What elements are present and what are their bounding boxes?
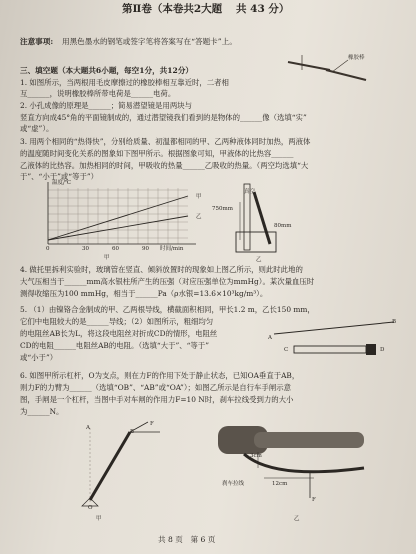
q3-line1: 3. 用两个相同的“热得快”，分别给质量、初温都相同的甲、乙两种液体同时加热，两液体 [20,137,311,146]
q3-line4: 于”、“小于”或“等于”） [20,172,99,181]
tube-vacuum-label: 真空 [244,189,256,195]
lever-label-b: B [130,429,135,435]
q3-line3: 乙液体的比热容。加热相同的时间，甲吸收的热量______乙吸收的热量。（两空均选填“大 [20,161,309,170]
q5-line4: CD的电阻______电阻丝AB的电阻。（选填“大于”、“等于” [20,341,209,350]
graph-series-jia: 甲 [196,194,202,200]
graph-tick-30: 30 [82,246,89,252]
q4-line2: 大气压相当于______mm高水银柱所产生的压强（对应压强单位为mmHg）。某次量血压时 [20,277,315,286]
graph-caption: 甲 [104,255,110,261]
brake-3cm-label: 3cm [250,453,262,459]
graph-series-yi: 乙 [196,214,202,220]
bike-brake-figure [214,418,374,508]
section-title: 第Ⅱ卷（本卷共2大题 [122,3,223,15]
brake-12cm-label: 12cm [272,481,288,487]
wire-b-label: B [392,319,397,325]
temperature-graph [38,180,208,254]
q6-line3: 图，手闸是一个杠杆，当图中手对车闸的作用力F=10 N时，刹车拉线受到力的大小 [20,395,294,404]
notice-text: 用黑色墨水的钢笔或签字笔将答案写在“答题卡”上。 [62,37,237,46]
graph-tick-90: 90 [142,246,149,252]
q2-line1: 2. 小孔成像的原理是______；简易潜望镜是用两块与 [20,101,192,110]
lever-label-f: F [150,421,154,427]
q6-line1: 6. 如图甲所示杠杆，O为支点，则在力F的作用下处于静止状态，已知OA垂直于AB， [20,371,300,380]
q1-line1: 1. 如图所示，当两根用毛皮摩擦过的橡胶棒相互靠近时，二者相 [20,78,229,87]
wire-d-label: D [380,347,385,353]
brake-f-label: F [312,497,316,503]
graph-y-label: 温度/℃ [52,180,72,186]
q5-line1: 5. （1）由镍铬合金制成的甲、乙两根导线，横截面积相同，甲长1.2 m，乙长150 mm， [20,305,315,314]
lever-caption: 甲 [96,516,102,522]
q5-line2: 它们中电阻较大的是______导线；（2）如图所示，粗细均匀 [20,317,214,326]
q2-line3: 或“虚”）。 [20,124,54,133]
q1-line2: 互______，说明橡胶棒所带电荷是______电荷。 [20,89,176,98]
resistance-wire-figure [262,320,402,368]
graph-x-label: 时间/min [160,246,184,252]
lever-label-o: O [88,505,93,511]
q5-line3: 的电阻丝AB长为L，将这段电阻丝对折成CD的情形，电阻丝 [20,329,218,338]
graph-tick-60: 60 [112,246,119,252]
wire-c-label: C [284,347,289,353]
wire-a-label: A [268,335,272,341]
page-footer: 共 8 页 第 6 页 [158,535,216,544]
torricelli-figure [232,180,282,260]
brake-caption: 乙 [294,516,300,522]
tube-750-label: 750mm [212,206,233,212]
section3-heading: 三、填空题（本大题共6小题，每空1分，共12分） [20,66,194,75]
section-score: 共 43 分） [236,3,290,15]
q5-line5: 或“小于”） [20,353,58,362]
brake-cable-label: 刹车拉线 [222,481,245,487]
q4-line1: 4. 做托里拆利实验时，玻璃管在竖直、倾斜放置时的现象如上图乙所示，则此时此地的 [20,265,303,274]
lever-label-a: A [86,425,90,431]
q6-line2: 则力F的力臂为______（选填“OB”、“AB”或“OA”）；如图乙所示是自行车手闸示意 [20,383,291,392]
tube-80-label: 80mm [274,223,292,229]
q6-line4: 为______N。 [20,407,64,416]
q3-line2: 的温度随时间变化关系的图象如下图甲所示。根据图象可知，甲液体的比热容______ [20,149,294,158]
tube-caption: 乙 [256,257,262,263]
graph-tick-0: 0 [46,246,50,252]
rod-label: 橡胶棒 [348,55,365,61]
notice-label: 注意事项: [20,37,54,46]
q2-line2: 竖直方向成45°角的平面镜制成的，通过潜望镜我们看到的是物体的______像（选填“实” [20,113,307,122]
q4-line3: 测得收缩压为100 mmHg，相当于______Pa（ρ水银=13.6×10³kg/m³）。 [20,289,268,298]
